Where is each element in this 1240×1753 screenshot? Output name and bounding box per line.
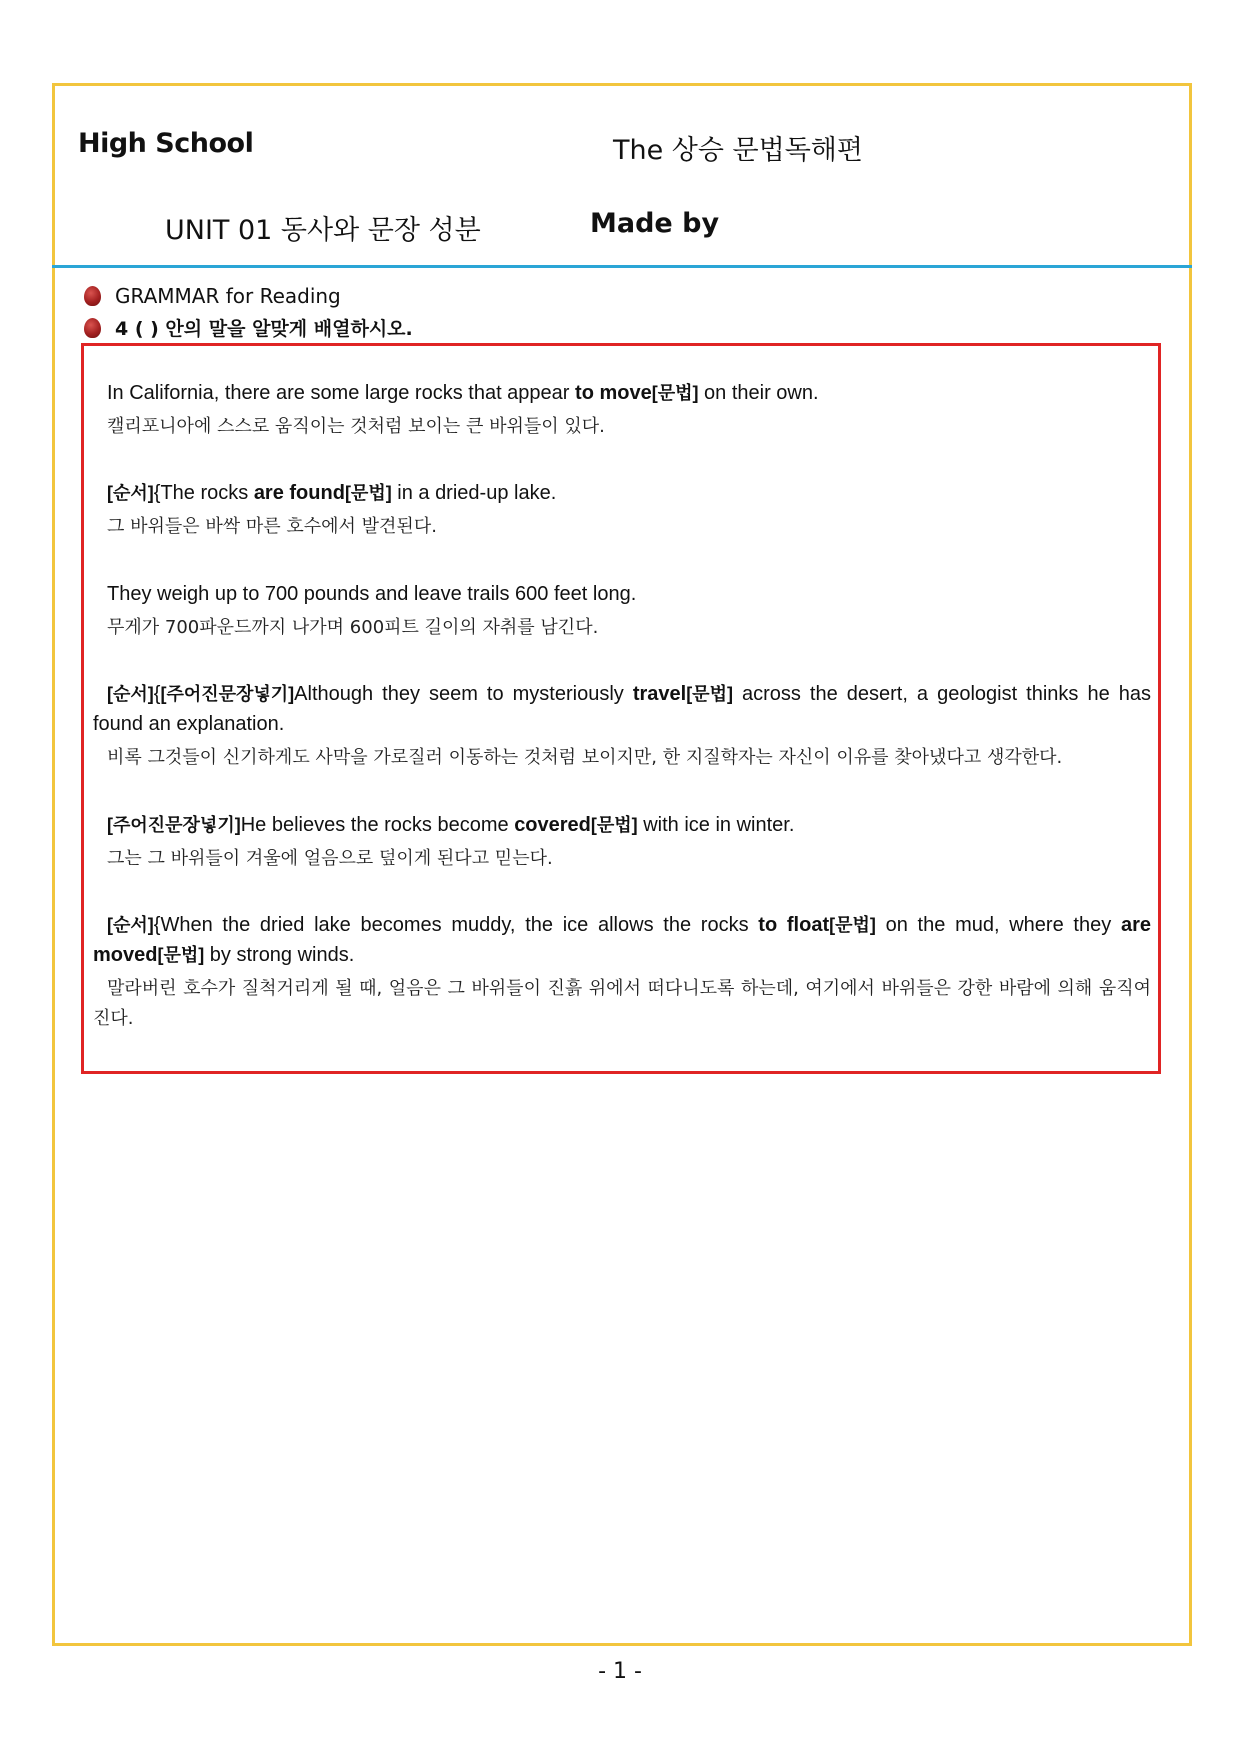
english-sentence: [순서]{[주어진문장넣기]Although they seem to mysteriously travel[문법] across the desert, a geologist thinks he has found an explanation. xyxy=(93,683,1151,735)
korean-translation: 캘리포니아에 스스로 움직이는 것처럼 보이는 큰 바위들이 있다. xyxy=(107,416,605,437)
section-grammar xyxy=(84,284,341,308)
korean-translation: 말라버린 호수가 질척거리게 될 때, 얼음은 그 바위들이 진흙 위에서 떠다니도록 하는데, 여기에서 바위들은 강한 바람에 의해 움직여진다. xyxy=(93,978,1151,1029)
level-title: High School xyxy=(78,128,254,159)
paragraph-3 xyxy=(93,579,1151,643)
header-divider xyxy=(52,265,1192,268)
bullet-icon xyxy=(84,286,101,306)
unit-title: UNIT 01 동사와 문장 성분 xyxy=(165,215,481,246)
section-grammar-label: GRAMMAR for Reading xyxy=(115,284,341,308)
korean-translation: 그는 그 바위들이 겨울에 얼음으로 덮이게 된다고 믿는다. xyxy=(107,848,553,869)
korean-translation: 무게가 700파운드까지 나가며 600피트 길이의 자취를 남긴다. xyxy=(107,617,599,638)
english-sentence: In California, there are some large rocks that appear to move[문법] on their own. xyxy=(107,382,819,404)
korean-translation: 그 바위들은 바싹 마른 호수에서 발견된다. xyxy=(107,516,437,537)
english-sentence: They weigh up to 700 pounds and leave trails 600 feet long. xyxy=(107,583,637,605)
paragraph-4 xyxy=(93,679,1151,773)
english-sentence: [순서]{When the dried lake becomes muddy, the ice allows the rocks to float[문법] on the mud, where they are moved[문법] by strong winds. xyxy=(93,914,1151,966)
section-instruction xyxy=(84,314,413,341)
paragraph-6 xyxy=(93,910,1151,1034)
korean-translation: 비록 그것들이 신기하게도 사막을 가로질러 이동하는 것처럼 보이지만, 한 지질학자는 자신이 이유를 찾아냈다고 생각한다. xyxy=(107,747,1063,768)
book-title: The 상승 문법독해편 xyxy=(613,135,863,166)
english-sentence: [순서]{The rocks are found[문법] in a dried-up lake. xyxy=(107,482,557,504)
paragraph-5 xyxy=(93,810,1151,874)
made-by-label: Made by xyxy=(590,208,720,239)
english-sentence: [주어진문장넣기]He believes the rocks become covered[문법] with ice in winter. xyxy=(107,814,795,836)
section-instruction-label: 4 ( ) 안의 말을 알맞게 배열하시오. xyxy=(115,318,413,340)
page-number: - 1 - xyxy=(598,1659,642,1684)
paragraph-2 xyxy=(93,478,1151,542)
paragraph-1 xyxy=(93,378,1151,442)
bullet-icon xyxy=(84,318,101,338)
